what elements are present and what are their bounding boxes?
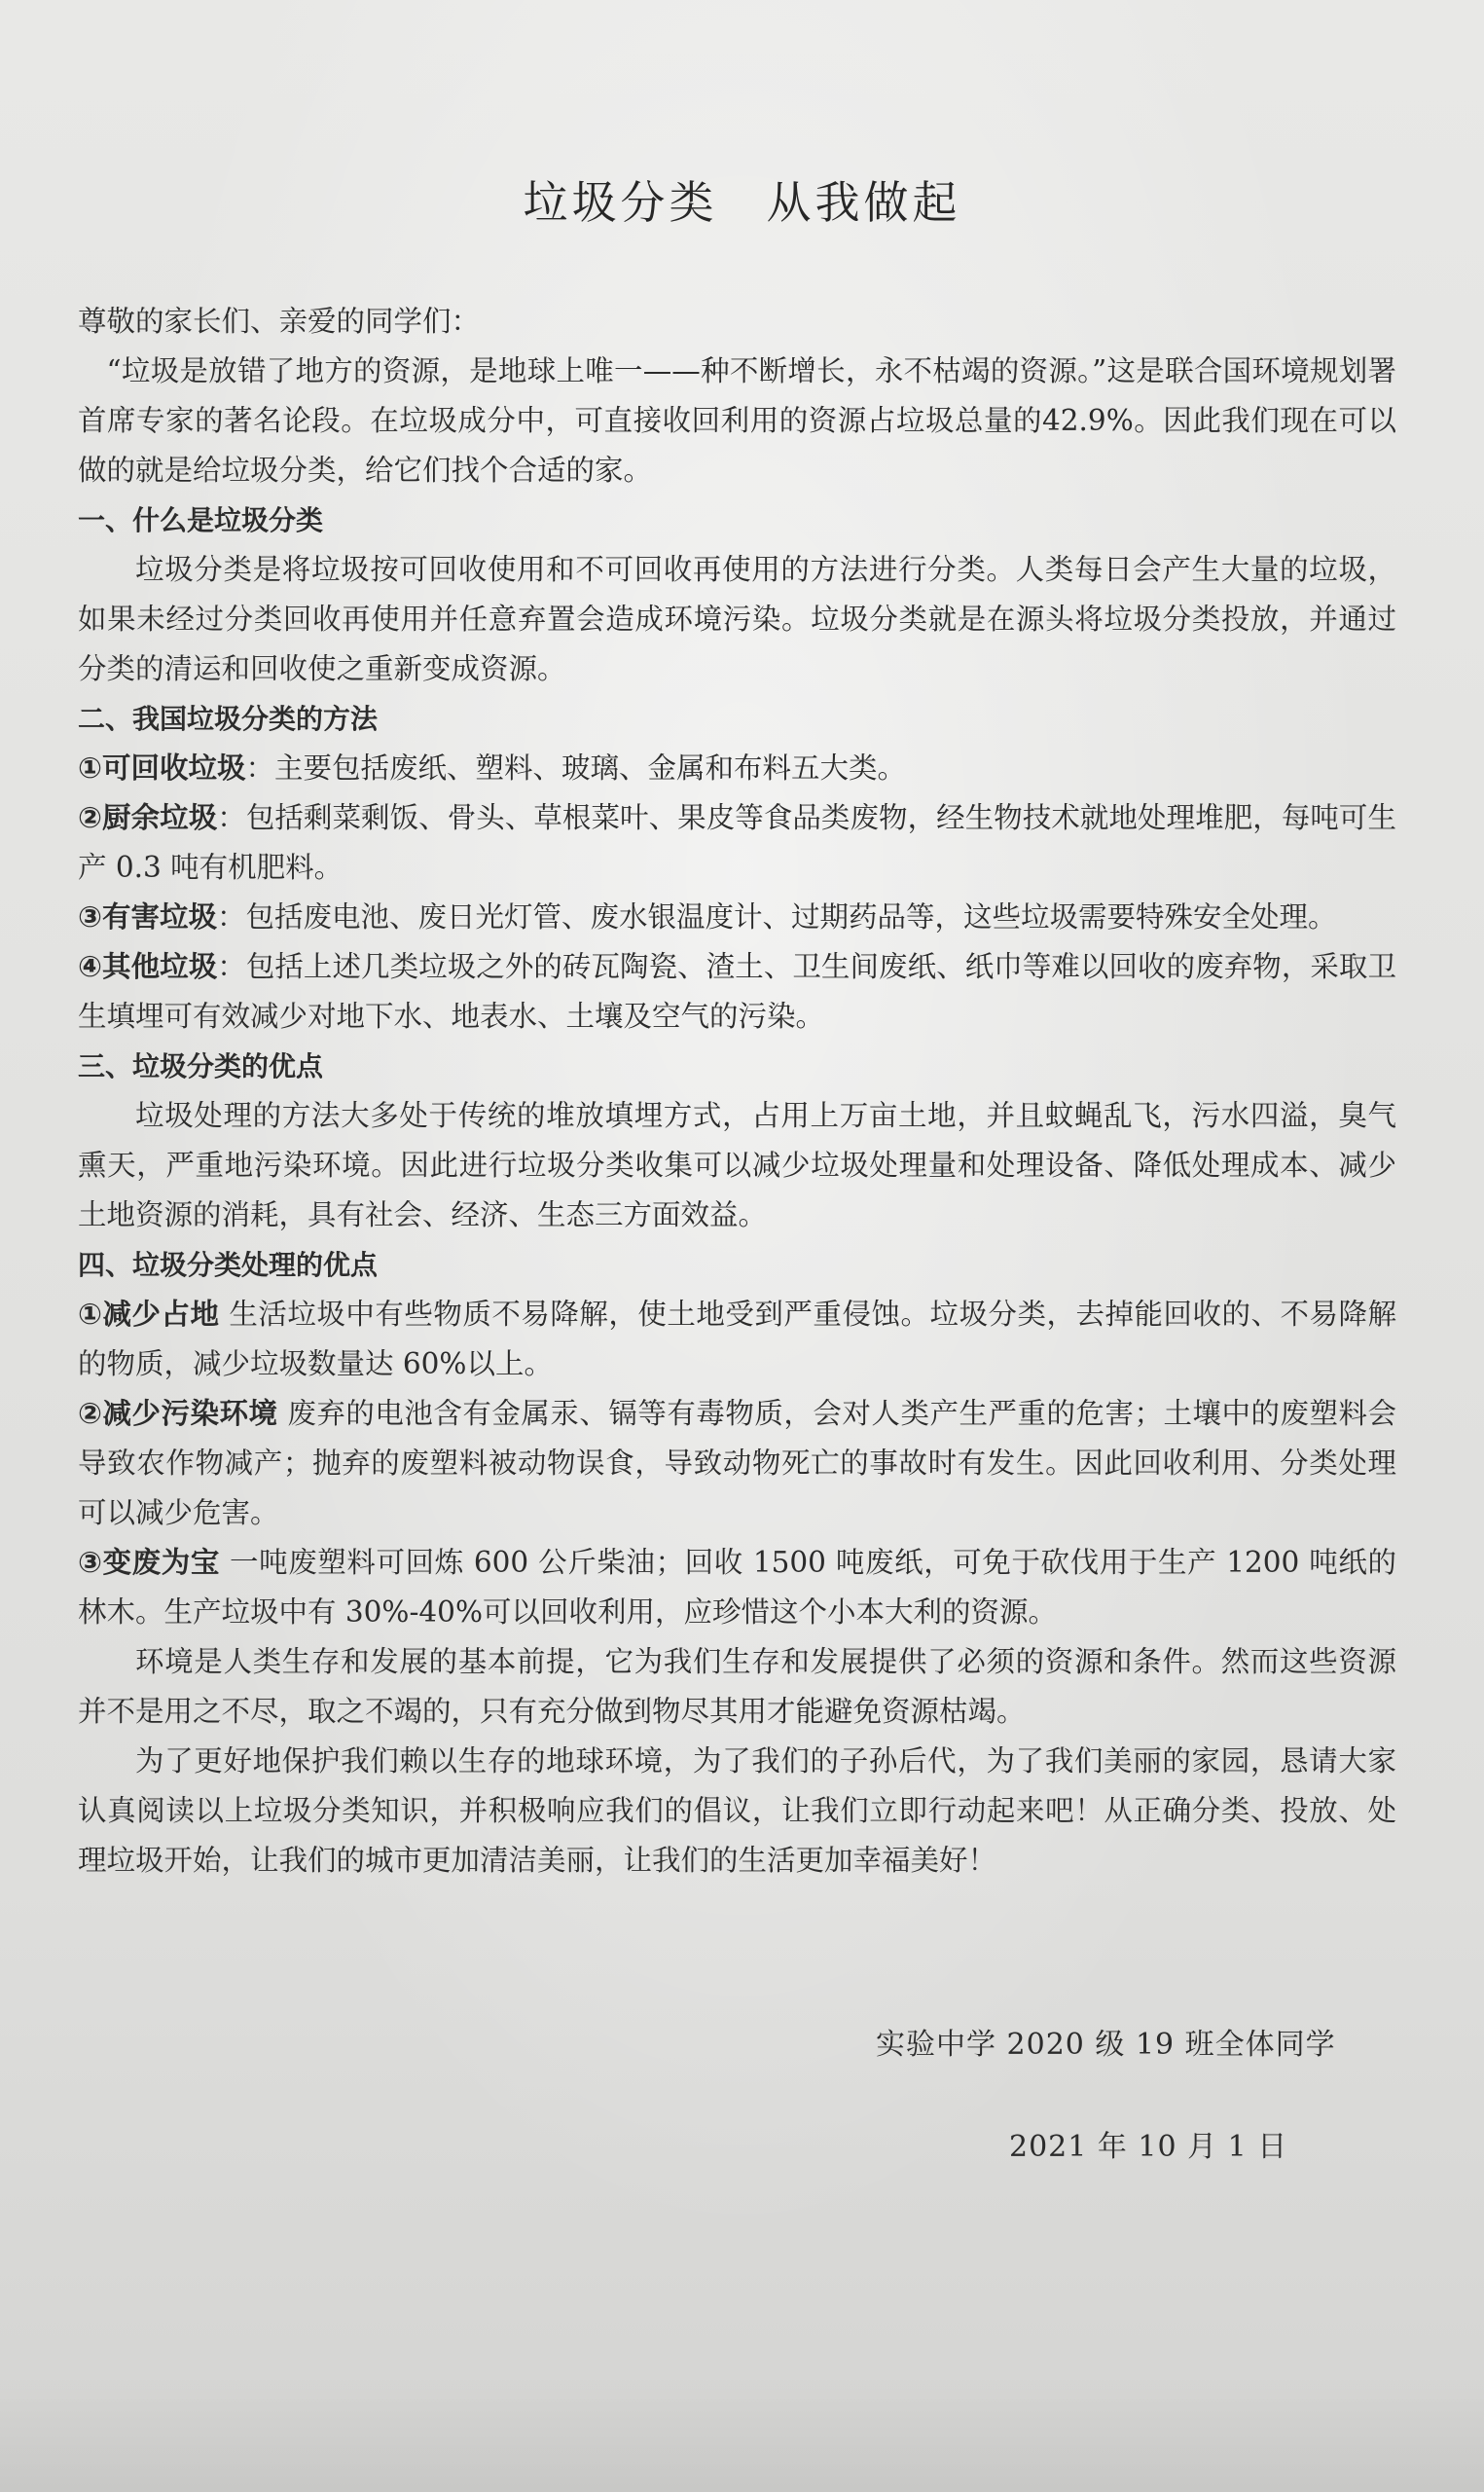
section-1-heading: 一、什么是垃圾分类 xyxy=(78,504,324,536)
item-text: ：主要包括废纸、塑料、玻璃、金属和布料五大类。 xyxy=(245,751,906,785)
closing-paragraph-2: 为了更好地保护我们赖以生存的地球环境，为了我们的子孙后代，为了我们美丽的家园，恳请大家认真阅读以上垃圾分类知识，并积极响应我们的倡议，让我们立即行动起来吧！从正确分类、投放、处理垃圾开始，让我们的城市更加清洁美丽，让我们的生活更加幸福美好！ xyxy=(78,1744,1396,1877)
intro-paragraph: “垃圾是放错了地方的资源，是地球上唯一——种不断增长，永不枯竭的资源。”这是联合国环境规划署首席专家的著名论段。在垃圾成分中，可直接收回利用的资源占垃圾总量的42.9%。因此我们现在可以做的就是给垃圾分类，给它们找个合适的家。 xyxy=(78,354,1396,487)
section-1-paragraph: 垃圾分类是将垃圾按可回收使用和不可回收再使用的方法进行分类。人类每日会产生大量的垃圾，如果未经过分类回收再使用并任意弃置会造成环境污染。垃圾分类就是在源头将垃圾分类投放，并通过分类的清运和回收使之重新变成资源。 xyxy=(78,553,1396,685)
document-body xyxy=(78,297,1396,1886)
item-text: ：包括废电池、废日光灯管、废水银温度计、过期药品等，这些垃圾需要特殊安全处理。 xyxy=(216,900,1337,934)
section-2-item xyxy=(78,942,1396,1042)
section-3-heading: 三、垃圾分类的优点 xyxy=(78,1050,324,1082)
section-2-heading: 二、我国垃圾分类的方法 xyxy=(78,703,379,735)
section-2-item xyxy=(78,893,1396,942)
section-4-heading: 四、垃圾分类处理的优点 xyxy=(78,1249,379,1281)
item-text: 一吨废塑料可回炼 600 公斤柴油；回收 1500 吨废纸，可免于砍伐用于生产 1200 吨纸的林木。生产垃圾中有 30%-40%可以回收利用，应珍惜这个小本大利的资源。 xyxy=(78,1546,1396,1629)
closing-paragraph-1: 环境是人类生存和发展的基本前提，它为我们生存和发展提供了必须的资源和条件。然而这些资源并不是用之不尽，取之不竭的，只有充分做到物尽其用才能避免资源枯竭。 xyxy=(78,1645,1396,1728)
item-lead: ②厨余垃圾 xyxy=(78,801,218,834)
date: 2021 年 10 月 1 日 xyxy=(1009,2130,1288,2164)
signature: 实验中学 2020 级 19 班全体同学 xyxy=(876,2028,1336,2062)
item-text: 废弃的电池含有金属汞、镉等有毒物质，会对人类产生严重的危害；土壤中的废塑料会导致农作物减产；抛弃的废塑料被动物误食，导致动物死亡的事故时有发生。因此回收利用、分类处理可以减少危害。 xyxy=(78,1397,1396,1529)
document-title: 垃圾分类 从我做起 xyxy=(523,176,961,229)
page-shadow xyxy=(0,2375,1484,2492)
item-lead: ②减少污染环境 xyxy=(78,1397,278,1430)
section-4-item xyxy=(78,1389,1396,1538)
item-text: ：包括上述几类垃圾之外的砖瓦陶瓷、渣土、卫生间废纸、纸巾等难以回收的废弃物，采取卫生填埋可有效减少对地下水、地表水、土壤及空气的污染。 xyxy=(78,950,1396,1033)
item-text: 生活垃圾中有些物质不易降解，使土地受到严重侵蚀。垃圾分类，去掉能回收的、不易降解的物质，减少垃圾数量达 60%以上。 xyxy=(78,1298,1396,1380)
item-lead: ④其他垃圾 xyxy=(78,950,218,983)
section-4-item xyxy=(78,1290,1396,1389)
item-lead: ①减少占地 xyxy=(78,1298,220,1331)
item-text: ：包括剩菜剩饭、骨头、草根菜叶、果皮等食品类废物，经生物技术就地处理堆肥，每吨可生产 0.3 吨有机肥料。 xyxy=(78,801,1396,884)
section-2-item xyxy=(78,793,1396,893)
section-4-item xyxy=(78,1538,1396,1637)
section-2-item xyxy=(78,744,1396,793)
section-3-paragraph: 垃圾处理的方法大多处于传统的堆放填埋方式，占用上万亩土地，并且蚊蝇乱飞，污水四溢，臭气熏天，严重地污染环境。因此进行垃圾分类收集可以减少垃圾处理量和处理设备、降低处理成本、减少土地资源的消耗，具有社会、经济、生态三方面效益。 xyxy=(78,1099,1396,1231)
item-lead: ③有害垃圾 xyxy=(78,900,217,934)
item-lead: ③变废为宝 xyxy=(78,1546,221,1579)
greeting: 尊敬的家长们、亲爱的同学们： xyxy=(78,305,481,338)
item-lead: ①可回收垃圾 xyxy=(78,751,246,785)
